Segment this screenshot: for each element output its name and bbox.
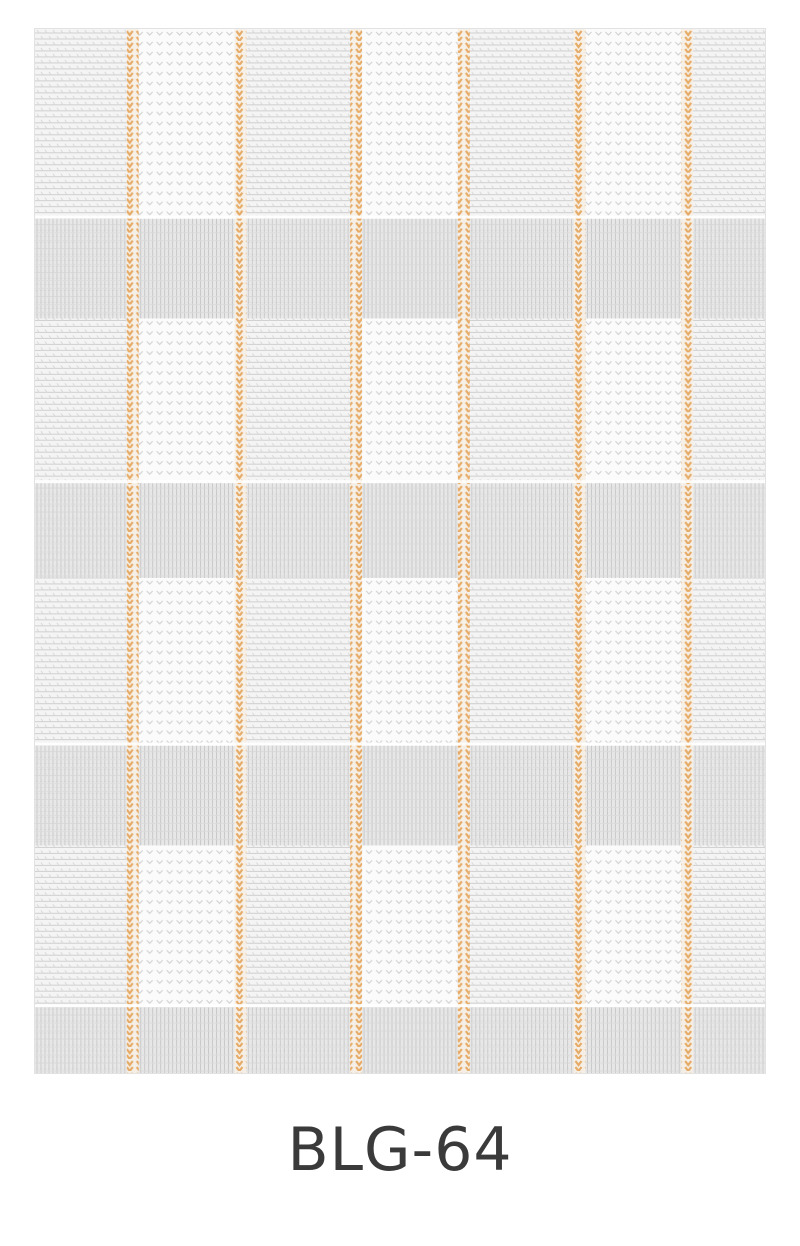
band-gap-top-1 xyxy=(35,216,765,219)
plaid-light-block-1-1 xyxy=(127,29,245,219)
plaid-light-block-3-4 xyxy=(574,845,692,1007)
plaid-cross-3-3 xyxy=(583,746,681,846)
plaid-cross-3-2 xyxy=(583,483,681,578)
plaid-pattern xyxy=(35,29,765,1073)
plaid-cross-3-4 xyxy=(583,1007,681,1073)
plaid-cross-1-2 xyxy=(137,483,235,578)
plaid-cross-2-2 xyxy=(360,483,458,578)
fabric-swatch-image xyxy=(34,28,766,1074)
accent-stripe-3 xyxy=(350,29,362,1073)
plaid-light-block-1-4 xyxy=(127,845,245,1007)
plaid-cross-1-1 xyxy=(137,219,235,319)
accent-stripe-6 xyxy=(681,29,693,1073)
accent-stripe-2 xyxy=(234,29,246,1073)
plaid-cross-2-3 xyxy=(360,746,458,846)
plaid-light-block-3-1 xyxy=(574,29,692,219)
plaid-light-block-2-3 xyxy=(350,578,468,746)
plaid-cross-2-1 xyxy=(360,219,458,319)
plaid-cross-1-3 xyxy=(137,746,235,846)
accent-stripe-4 xyxy=(458,29,470,1073)
plaid-light-block-3-3 xyxy=(574,578,692,746)
plaid-light-block-1-2 xyxy=(127,318,245,483)
band-gap-top-2 xyxy=(35,480,765,483)
accent-stripe-1 xyxy=(127,29,139,1073)
band-gap-top-4 xyxy=(35,1004,765,1007)
plaid-light-block-3-2 xyxy=(574,318,692,483)
plaid-cross-2-4 xyxy=(360,1007,458,1073)
plaid-cross-3-1 xyxy=(583,219,681,319)
accent-stripe-5 xyxy=(574,29,586,1073)
plaid-light-block-2-4 xyxy=(350,845,468,1007)
band-gap-top-3 xyxy=(35,743,765,746)
plaid-cross-1-4 xyxy=(137,1007,235,1073)
plaid-light-block-1-3 xyxy=(127,578,245,746)
plaid-light-block-2-1 xyxy=(350,29,468,219)
plaid-light-block-2-2 xyxy=(350,318,468,483)
product-code-label: BLG-64 xyxy=(287,1115,513,1185)
